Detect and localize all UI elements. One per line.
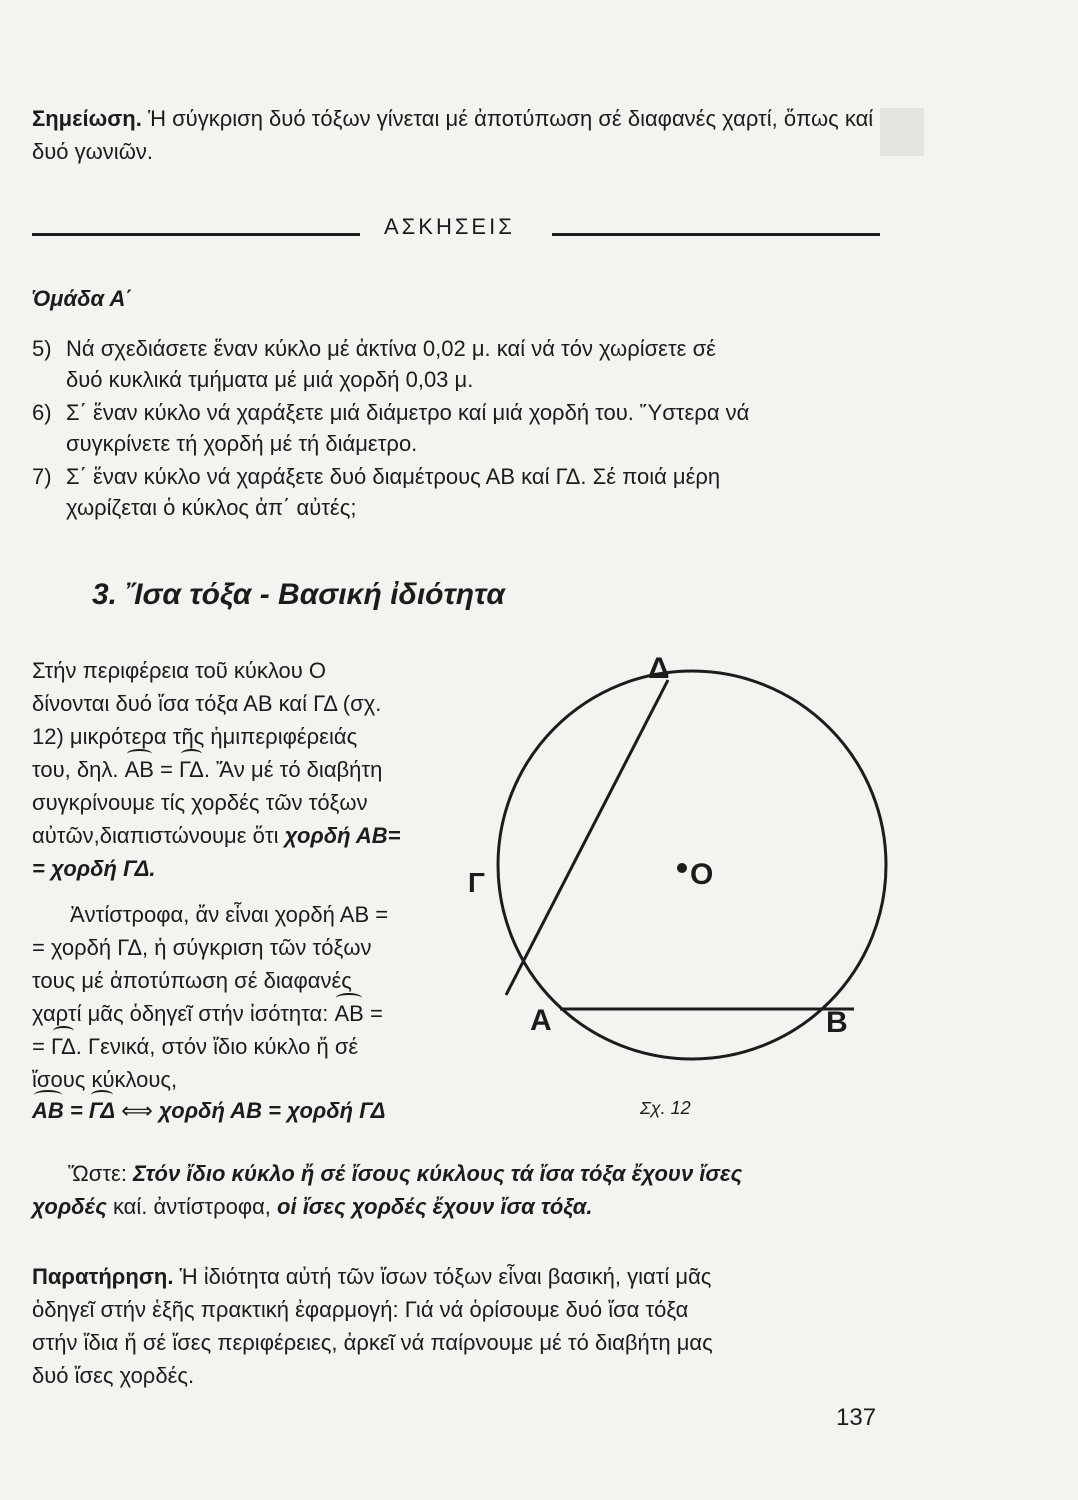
circle-diagram — [470, 640, 910, 1130]
exercises-header: ΑΣΚΗΣΕΙΣ — [384, 214, 515, 239]
note-paragraph — [32, 102, 892, 168]
arc-gd: ΓΔ — [51, 1030, 76, 1063]
equivalence-arrow: ⟺ — [115, 1098, 159, 1123]
formula-line: ΑΒ = ΓΔ ⟺ χορδή ΑΒ = χορδή ΓΔ — [32, 1094, 472, 1127]
chord-gd — [506, 680, 668, 995]
group-label: Ὁμάδα Α΄ — [32, 286, 133, 311]
arc-gd: ΓΔ — [179, 753, 204, 786]
exercise-item-6: 6) Σ΄ ἕναν κύκλο νά χαράξετε μιά διάμετρο καί μιά χορδή του. Ὕστερα νά συγκρίνετε τή χορδή μέ τή διάμετρο. — [32, 400, 750, 456]
label-g: Γ — [468, 867, 485, 898]
center-point — [677, 863, 687, 873]
note-text: Ἡ σύγκριση δυό τόξων γίνεται μέ ἀποτύπωση σέ διαφανές χαρτί, ὅπως καί δυό γωνιῶν. — [32, 106, 874, 164]
label-o: Ο — [690, 858, 714, 891]
label-b: Β — [826, 1006, 848, 1039]
exercises-rule-right — [552, 233, 880, 236]
figure-caption: Σχ. 12 — [640, 1098, 691, 1118]
page-number: 137 — [836, 1404, 877, 1431]
exercise-item-5: 5) Νά σχεδιάσετε ἕναν κύκλο μέ ἀκτίνα 0,02 μ. καί νά τόν χωρίσετε σέ δυό κυκλικά τμήματα μέ μιά χορδή 0,03 μ. — [32, 336, 716, 392]
section-paragraph-2: Ἀντίστροφα, ἄν εἶναι χορδή ΑΒ = = χορδή ΓΔ, ἡ σύγκριση τῶν τόξων τους μέ ἀποτύπωση σέ διαφανές χαρτί μᾶς ὁδηγεῖ στήν ἰσότητα: ΑΒ = = ΓΔ. Γενικά, στόν ἴδιο κύκλο ἤ σέ ἴσους κύκλους, — [32, 902, 389, 1092]
figure-12 — [470, 640, 910, 1130]
remark-label: Παρατήρηση. — [32, 1264, 174, 1289]
section-title: 3. Ἴσα τόξα - Βασική ἰδιότητα — [92, 578, 505, 611]
arc-ab: ΑΒ — [334, 997, 363, 1030]
remark-paragraph: Παρατήρηση. Ἡ ἰδιότητα αὐτή τῶν ἴσων τόξων εἶναι βασική, γιατί μᾶς ὁδηγεῖ στήν ἑξῆς πρακτική ἐφαρμογή: Γιά νά ὁρίσουμε δυό ἴσα τόξα στήν ἴδια ἤ σέ ἴσες περιφέρειες, ἀρκεῖ νά παίρνουμε μέ τό διαβήτη μας δυό ἴσες χορδές. — [32, 1264, 713, 1388]
label-d: Δ — [648, 652, 670, 685]
note-label: Σημείωση. — [32, 106, 142, 131]
label-a: Α — [530, 1004, 552, 1037]
exercises-rule-left — [32, 233, 360, 236]
section-paragraph-1: Στήν περιφέρεια τοῦ κύκλου Ο δίνονται δυό ἴσα τόξα ΑΒ καί ΓΔ (σχ. 12) μικρότερα τῆς ἡμιπεριφέρειάς του, δηλ. ΑΒ = ΓΔ. Ἄν μέ τό διαβήτη συγκρίνουμε τίς χορδές τῶν τόξων αὐτῶν,διαπιστώνουμε ὅτι χορδή ΑΒ= = χορδή ΓΔ. — [32, 658, 401, 881]
exercise-item-7: 7) Σ΄ ἕναν κύκλο νά χαράξετε δυό διαμέτρους ΑΒ καί ΓΔ. Σέ ποιά μέρη χωρίζεται ὁ κύκλος ἀπ΄ αὐτές; — [32, 464, 721, 520]
conclusion-paragraph: Ὥστε: Στόν ἴδιο κύκλο ἤ σέ ἴσους κύκλους τά ἴσα τόξα ἔχουν ἴσες χορδές καί. ἀντίστροφα, οἱ ἴσες χορδές ἔχουν ἴσα τόξα. — [32, 1161, 743, 1219]
arc-ab: ΑΒ — [125, 753, 154, 786]
